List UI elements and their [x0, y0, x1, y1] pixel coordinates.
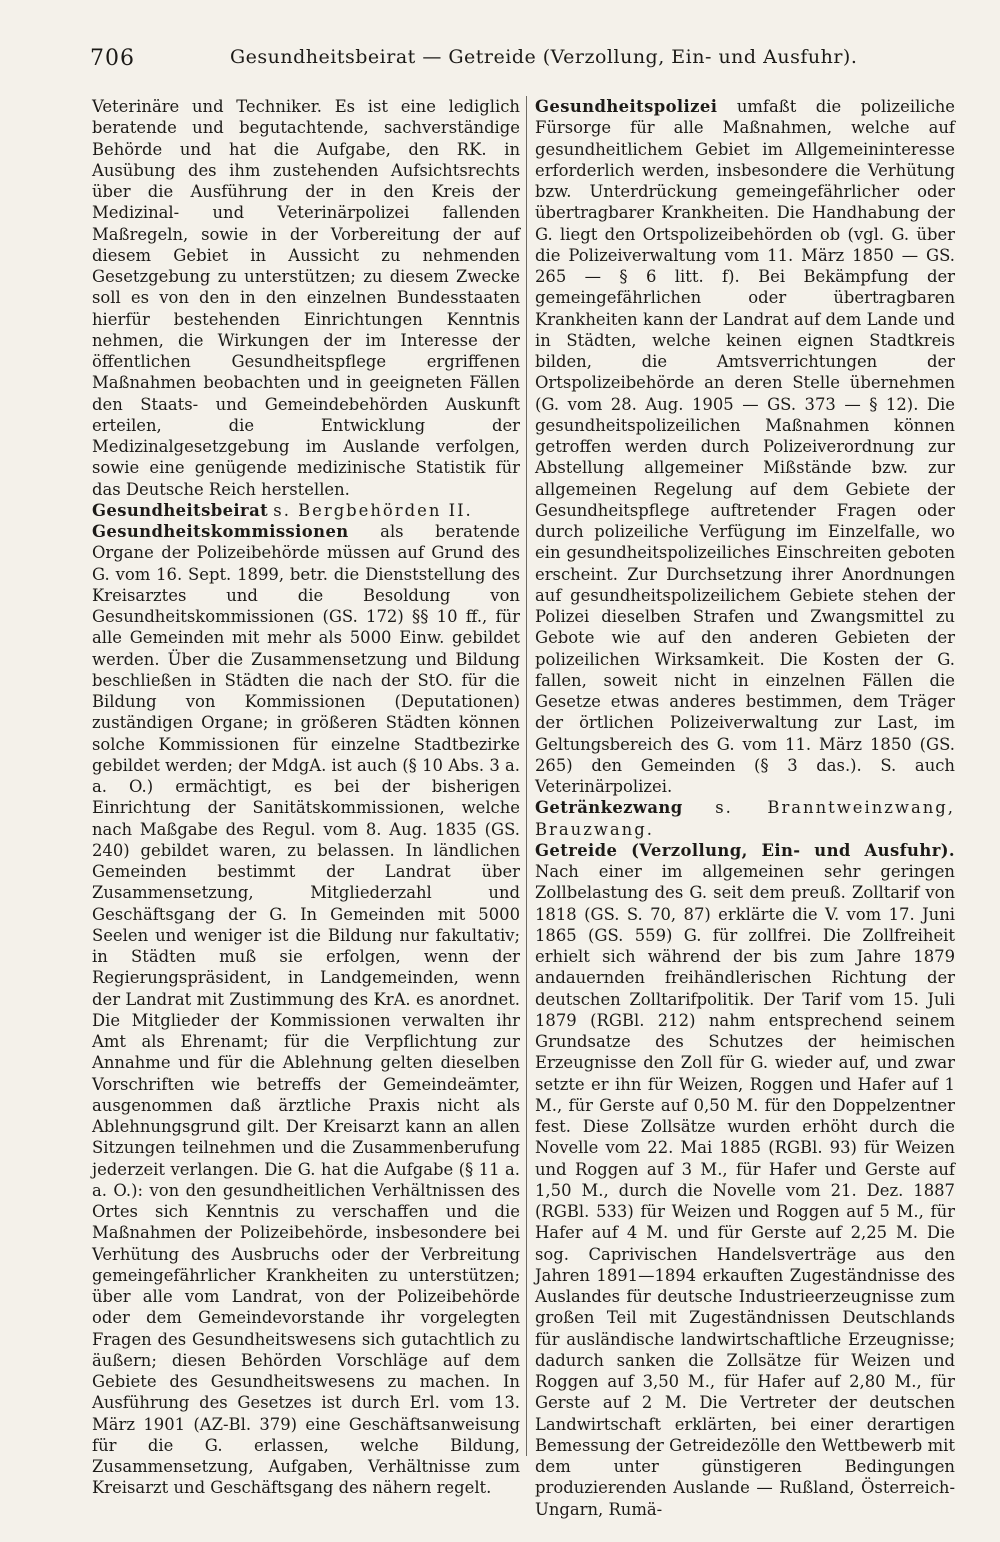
entry-text: s. Bergbehörden II. [273, 500, 473, 520]
entry-text: als beratende Organe der Polizeibehörde müssen auf Grund des G. vom 16. Sept. 1899, betr. die Dienststellung des Kreisarztes und die Besoldung von Gesundheitskommissionen (GS. 172) §§ 10 ff., für alle Gemeinden mit mehr als 5000 Einw. gebildet werden. Über die Zusammensetzung und Bildung beschließen in Städten die nach der StO. für die Bildung von Kommissionen (Deputationen) zuständigen Organe; in größeren Städten können solche Kommissionen für einzelne Stadtbezirke gebildet werden; der MdgA. ist auch (§ 10 Abs. 3 a. a. O.) ermächtigt, es bei der bisherigen Einrichtung der Sanitätskommissionen, welche nach Maßgabe des Regul. vom 8. Aug. 1835 (GS. 240) gebildet waren, zu belassen. In ländlichen Gemeinden bestimmt der Landrat über Zusammensetzung, Mitgliederzahl und Geschäftsgang der G. In Gemeinden mit 5000 Seelen und weniger ist die Bildung nur fakultativ; in Städten muß sie erfolgen, wenn der Regierungspräsident, in Landgemeinden, wenn der Landrat mit Zustimmung des KrA. es anordnet. Die Mitglieder der Kommissionen verwalten ihr Amt als Ehrenamt; für die Verpflichtung zur Annahme und für die Ablehnung gelten dieselben Vorschriften wie betreffs der Gemeindeämter, ausgenommen daß ärztliche Praxis nicht als Ablehnungsgrund gilt. Der Kreisarzt kann an allen Sitzungen teilnehmen und die Zusammenberufung jederzeit verlangen. Die G. hat die Aufgabe (§ 11 a. a. O.): von den gesundheitlichen Verhältnissen des Ortes sich Kenntnis zu verschaffen und die Maßnahmen der Polizeibehörde, insbesondere bei Verhütung des Ausbruchs oder der Verbreitung gemeingefährlicher Krankheiten zu unterstützen; über alle vom Landrat, von der Polizeibehörde oder dem Gemeindevorstande ihr vorgelegten Fragen des Gesundheitswesens sich gutachtlich zu äußern; diesen Behörden Vorschläge auf dem Gebiete des Gesundheitswesens zu machen. In Ausführung des Gesetzes ist durch Erl. vom 13. März 1901 (AZ-Bl. 379) eine Geschäftsanweisung für die G. erlassen, welche Bildung, Zusammensetzung, Aufgaben, Verhältnisse zum Kreisarzt und Geschäftsgang des nähern regelt. [92, 522, 520, 1498]
right-column [535, 96, 955, 1520]
entry-keyword: Gesundheitskommissionen [92, 522, 349, 541]
entry-keyword: Getreide (Verzollung, Ein- und Ausfuhr). [535, 840, 955, 860]
page-number: 706 [90, 46, 135, 71]
left-column [92, 96, 520, 1499]
entry-text: s. Branntweinzwang, Brauzwang. [535, 798, 955, 839]
running-title: Gesundheitsbeirat — Getreide (Verzollung, Ein- und Ausfuhr). [230, 46, 858, 68]
entry-keyword: Gesundheitsbeirat [92, 500, 269, 520]
entry-gesundheitspolizei [535, 96, 955, 797]
entry-keyword: Getränkezwang [535, 798, 683, 818]
entry-gesundheitsbeirat [92, 500, 520, 521]
entry-text: Veterinäre und Techniker. Es ist eine lediglich beratende und begutachtende, sachverständige Behörde und hat die Aufgabe, den RK. in Ausübung des ihm zustehenden Aufsichtsrechts über die Ausführung der in den Kreis der Medizinal- und Veterinärpolizei fallenden Maßregeln, sowie in der Vorbereitung der auf diesem Gebiet in Aussicht zu nehmenden Gesetzgebung zu unterstützen; zu diesem Zwecke soll es von den in den einzelnen Bundesstaaten hierfür bestehenden Einrichtungen Kenntnis nehmen, die Wirkungen der im Interesse der öffentlichen Gesundheitspflege ergriffenen Maßnahmen beobachten und in geeigneten Fällen den Staats- und Gemeindebehörden Auskunft erteilen, die Entwicklung der Medizinalgesetzgebung im Auslande verfolgen, sowie eine genügende medizinische Statistik für das Deutsche Reich herstellen. [92, 97, 520, 499]
entry-gesundheitskommissionen [92, 521, 520, 1499]
entry-getraenkezwang [535, 797, 955, 840]
entry-continuation [92, 96, 520, 500]
entry-text: umfaßt die polizeiliche Fürsorge für alle Maßnahmen, welche auf gesundheitlichem Gebiet im Allgemeininteresse erforderlich werden, insbesondere die Verhütung bzw. Unterdrückung gemeingefährlicher oder übertragbarer Krankheiten. Die Handhabung der G. liegt den Ortspolizeibehörden ob (vgl. G. über die Polizeiverwaltung vom 11. März 1850 — GS. 265 — § 6 litt. f). Bei Bekämpfung der gemeingefährlichen oder übertragbaren Krankheiten kann der Landrat auf dem Lande und in Städten, welche keinen eignen Stadtkreis bilden, die Amtsverrichtungen der Ortspolizeibehörde an deren Stelle übernehmen (G. vom 28. Aug. 1905 — GS. 373 — § 12). Die gesundheitspolizeilichen Maßnahmen können getroffen werden durch Polizeiverordnung zur Abstellung allgemeiner Mißstände bzw. zur allgemeinen Regelung auf dem Gebiete der Gesundheitspflege auftretender Fragen oder durch polizeiliche Verfügung im Einzelfalle, wo ein gesundheitspolizeiliches Einschreiten geboten erscheint. Zur Durchsetzung ihrer Anordnungen auf gesundheitspolizeilichem Gebiete stehen der Polizei dieselben Strafen und Zwangsmittel zu Gebote wie auf den anderen Gebieten der polizeilichen Wirksamkeit. Die Kosten der G. fallen, soweit nicht in einzelnen Fällen die Gesetze etwas anderes bestimmen, dem Träger der örtlichen Polizeiverwaltung zur Last, im Geltungsbereich des G. vom 11. März 1850 (GS. 265) den Gemeinden (§ 3 das.). S. auch Veterinärpolizei. [535, 97, 956, 796]
entry-text: Nach einer im allgemeinen sehr geringen Zollbelastung des G. seit dem preuß. Zolltarif von 1818 (GS. S. 70, 87) erklärte die V. vom 17. Juni 1865 (GS. 559) G. für zollfrei. Die Zollfreiheit erhielt sich während der bis zum Jahre 1879 andauernden freihändlerischen Richtung der deutschen Zolltarifpolitik. Der Tarif vom 15. Juli 1879 (RGBl. 212) nahm entsprechend seinem Grundsatze des Schutzes der heimischen Erzeugnisse den Zoll für G. wieder auf, und zwar setzte er ihn für Weizen, Roggen und Hafer auf 1 M., für Gerste auf 0,50 M. für den Doppelzentner fest. Diese Zollsätze wurden erhöht durch die Novelle vom 22. Mai 1885 (RGBl. 93) für Weizen und Roggen auf 3 M., für Hafer und Gerste auf 1,50 M., durch die Novelle vom 21. Dez. 1887 (RGBl. 533) für Weizen und Roggen auf 5 M., für Hafer auf 4 M. und für Gerste auf 2,25 M. Die sog. Caprivischen Handelsverträge aus den Jahren 1891—1894 erkauften Zugeständnisse des Auslandes für deutsche Industrieerzeugnisse zum großen Teil mit Zugeständnissen Deutschlands für ausländische landwirtschaftliche Erzeugnisse; dadurch sanken die Zollsätze für Weizen und Roggen auf 3,50 M., für Hafer auf 2,80 M., für Gerste auf 2 M. Die Vertreter der deutschen Landwirtschaft erklärten, bei einer derartigen Bemessung der Getreidezölle den Wettbewerb mit dem unter günstigeren Bedingungen produzierenden Auslande — Rußland, Österreich-Ungarn, Rumä- [535, 862, 955, 1519]
entry-keyword: Gesundheitspolizei [535, 97, 718, 116]
entry-getreide [535, 840, 955, 1520]
column-divider [526, 96, 527, 1456]
page-header [90, 40, 950, 80]
